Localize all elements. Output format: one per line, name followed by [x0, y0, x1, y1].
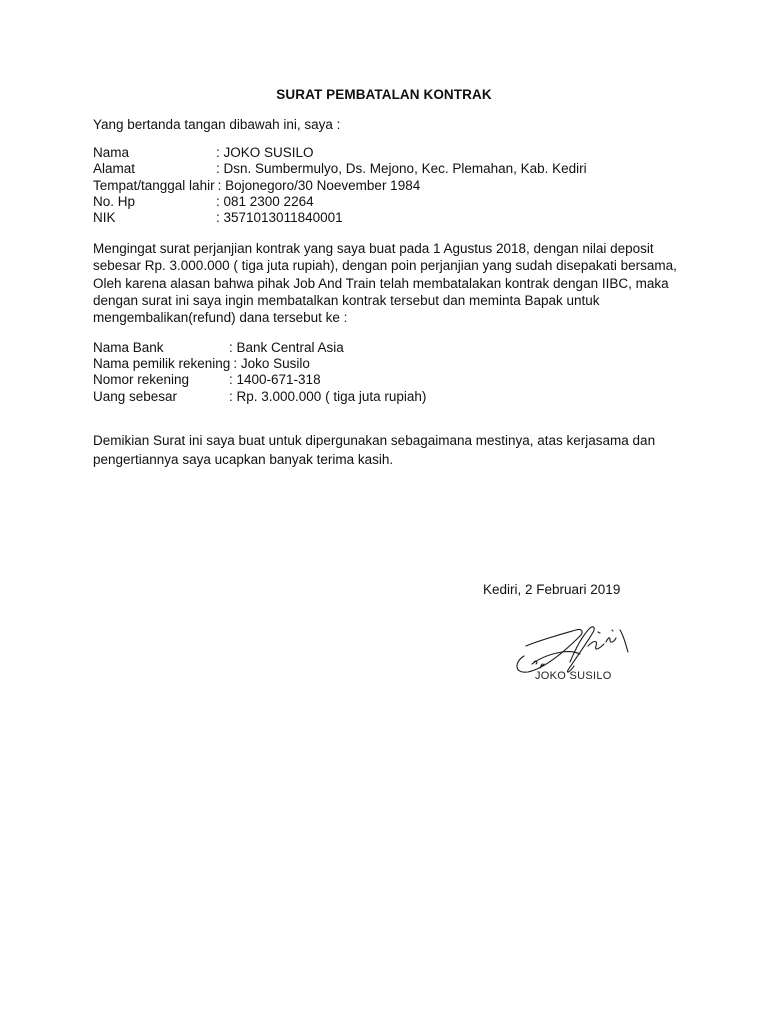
body-paragraph [93, 240, 677, 326]
identity-key: Nama [93, 145, 130, 160]
closing-paragraph [93, 431, 656, 469]
identity-value: : 3571013011840001 [216, 210, 343, 225]
body-line: sebesar Rp. 3.000.000 ( tiga juta rupiah), dengan poin perjanjian yang sudah disepakati bersama, [93, 258, 677, 274]
bank-key: Nama Bank [93, 340, 164, 355]
bank-row-name [93, 339, 344, 356]
letter-title: SURAT PEMBATALAN KONTRAK [276, 87, 492, 102]
identity-value: : Dsn. Sumbermulyo, Ds. Mejono, Kec. Plemahan, Kab. Kediri [216, 161, 587, 176]
identity-key: No. Hp [93, 194, 136, 209]
bank-key: Nama pemilik rekening [93, 356, 231, 371]
closing-line: pengertiannya saya ucapkan banyak terima kasih. [93, 452, 394, 467]
bank-key: Nomor rekening [93, 372, 190, 387]
bank-value: : Bank Central Asia [229, 340, 344, 355]
bank-value: : Joko Susilo [233, 356, 310, 371]
body-line: dengan surat ini saya ingin membatalkan kontrak tersebut dan meminta Bapak untuk [93, 292, 600, 308]
identity-value: : JOKO SUSILO [216, 145, 314, 160]
identity-row-address [93, 160, 587, 177]
identity-key: NIK [93, 210, 116, 225]
bank-value: : 1400-671-318 [229, 372, 321, 387]
bank-row-amount [93, 388, 426, 405]
body-line: Oleh karena alasan bahwa pihak Job And Train telah membatalakan kontrak dengan IIBC, maka [93, 275, 669, 291]
signature-name: JOKO SUSILO [535, 670, 612, 682]
body-line: mengembalikan(refund) dana tersebut ke : [93, 310, 348, 326]
closing-line: Demikian Surat ini saya buat untuk dipergunakan sebagaimana mestinya, atas kerjasama dan [93, 433, 656, 448]
identity-key: Alamat [93, 161, 136, 176]
identity-value: : Bojonegoro/30 Noevember 1984 [217, 178, 421, 193]
place-date: Kediri, 2 Februari 2019 [483, 582, 621, 597]
body-line: Mengingat surat perjanjian kontrak yang saya buat pada 1 Agustus 2018, dengan nilai deposit [93, 241, 654, 256]
intro-text: Yang bertanda tangan dibawah ini, saya : [93, 117, 341, 132]
identity-key: Tempat/tanggal lahir [93, 178, 215, 193]
identity-row-nik [93, 209, 343, 226]
identity-row-phone [93, 193, 314, 210]
identity-row-name [93, 144, 314, 161]
bank-key: Uang sebesar [93, 389, 178, 404]
bank-row-owner [93, 355, 310, 372]
identity-row-birth [93, 177, 420, 194]
bank-value: : Rp. 3.000.000 ( tiga juta rupiah) [229, 389, 427, 404]
bank-row-account [93, 371, 321, 388]
identity-value: : 081 2300 2264 [216, 194, 314, 209]
